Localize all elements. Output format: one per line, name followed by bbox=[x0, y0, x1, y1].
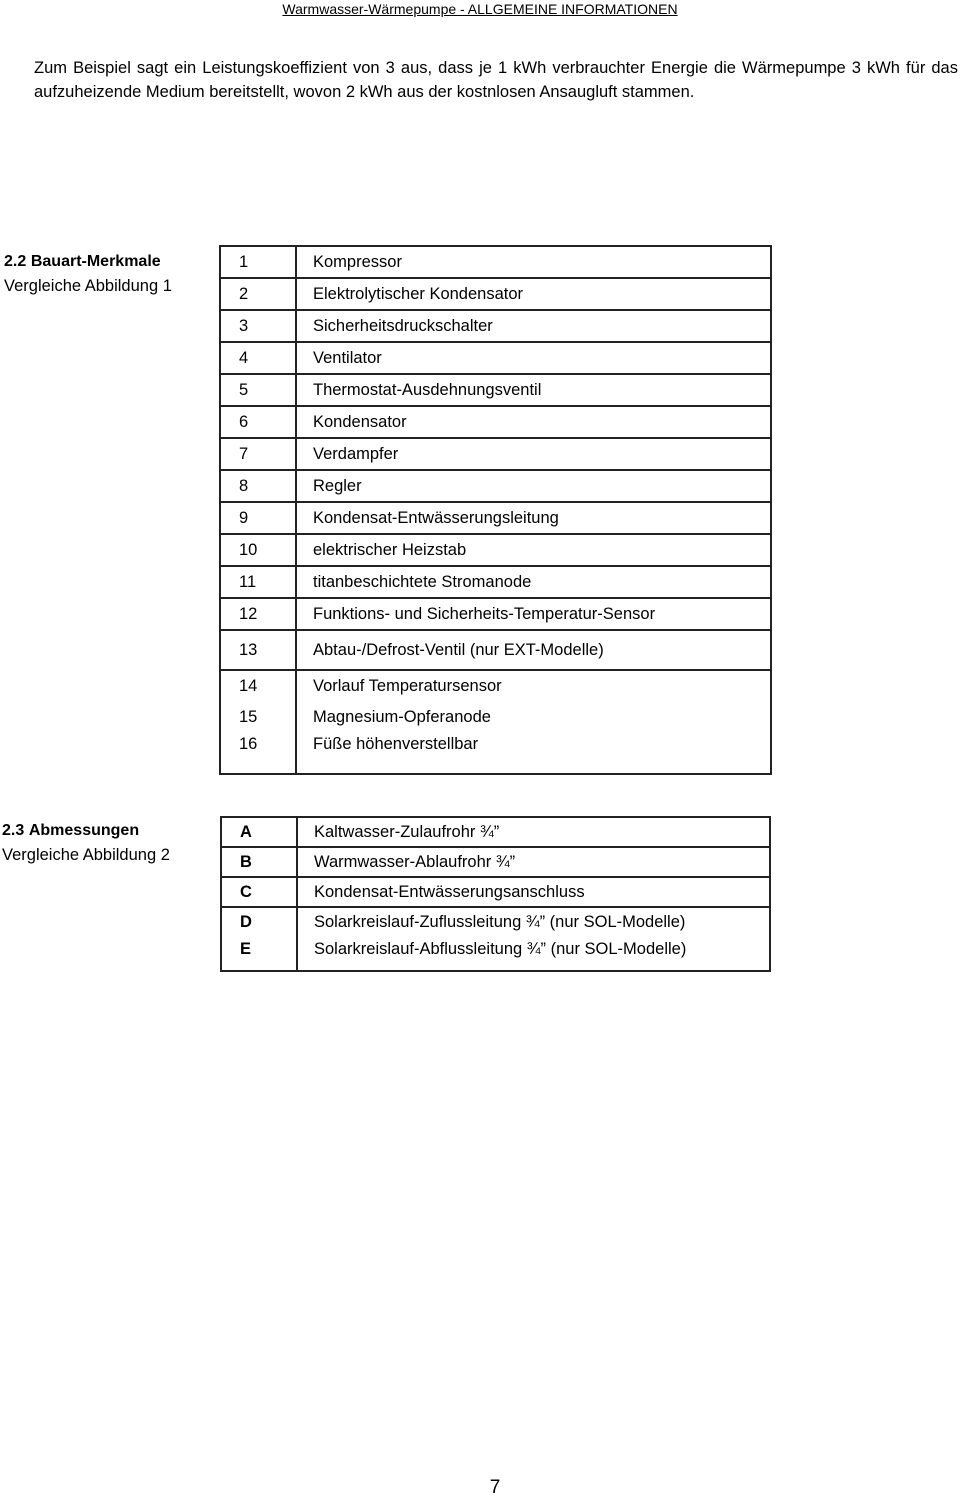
row-key: 1 bbox=[220, 246, 296, 278]
row-key: 13 bbox=[220, 630, 296, 670]
table-row bbox=[220, 702, 771, 732]
row-label: Solarkreislauf-Abflussleitung ¾” (nur SOL-Modelle) bbox=[297, 937, 770, 971]
row-label: elektrischer Heizstab bbox=[296, 534, 771, 566]
row-key: 2 bbox=[220, 278, 296, 310]
section-2-3-number: 2.3 bbox=[2, 822, 25, 839]
section-2-2-title: Bauart-Merkmale bbox=[30, 253, 161, 270]
row-label: Elektrolytischer Kondensator bbox=[296, 278, 771, 310]
row-key: E bbox=[221, 937, 297, 971]
table-row bbox=[221, 877, 770, 907]
section-2-3-title: Abmessungen bbox=[28, 822, 140, 839]
table-row bbox=[220, 732, 771, 774]
row-label: Kondensator bbox=[296, 406, 771, 438]
row-key: B bbox=[221, 847, 297, 877]
table-row bbox=[220, 502, 771, 534]
row-label: Kaltwasser-Zulaufrohr ¾” bbox=[297, 817, 770, 847]
row-label: Thermostat-Ausdehnungsventil bbox=[296, 374, 771, 406]
table-row bbox=[220, 310, 771, 342]
row-label: Füße höhenverstellbar bbox=[296, 732, 771, 774]
table-row bbox=[220, 438, 771, 470]
row-key: 16 bbox=[220, 732, 296, 774]
table-row bbox=[221, 937, 770, 971]
section-2-3-heading bbox=[2, 818, 170, 867]
table-row bbox=[220, 246, 771, 278]
section-2-2-number: 2.2 bbox=[4, 253, 27, 270]
page-number: 7 bbox=[489, 1477, 501, 1498]
component-legend-table bbox=[219, 245, 772, 775]
row-key: 9 bbox=[220, 502, 296, 534]
row-label: Kompressor bbox=[296, 246, 771, 278]
row-key: 10 bbox=[220, 534, 296, 566]
page-header-title: Warmwasser-Wärmepumpe - ALLGEMEINE INFORMATIONEN bbox=[282, 1, 678, 17]
section-2-2-reference: Vergleiche Abbildung 1 bbox=[4, 277, 172, 295]
row-key: 12 bbox=[220, 598, 296, 630]
intro-paragraph: Zum Beispiel sagt ein Leistungskoeffizient von 3 aus, dass je 1 kWh verbrauchter Energie die Wärmepumpe 3 kWh für das aufzuheizende Medium bereitstellt, wovon 2 kWh aus der kostnlosen Ansaugluft stammen. bbox=[34, 59, 958, 101]
table-row bbox=[221, 907, 770, 937]
section-2-2-heading bbox=[4, 249, 172, 298]
connection-legend-table bbox=[220, 816, 771, 972]
row-key: C bbox=[221, 877, 297, 907]
table-row bbox=[221, 847, 770, 877]
page-header bbox=[0, 0, 960, 18]
table-row bbox=[220, 406, 771, 438]
row-key: 15 bbox=[220, 702, 296, 732]
row-label: Regler bbox=[296, 470, 771, 502]
table-row bbox=[220, 566, 771, 598]
row-key: 14 bbox=[220, 670, 296, 702]
table-row bbox=[221, 817, 770, 847]
table-row bbox=[220, 534, 771, 566]
row-label: Sicherheitsdruckschalter bbox=[296, 310, 771, 342]
table-row bbox=[220, 598, 771, 630]
row-key: 11 bbox=[220, 566, 296, 598]
row-key: 6 bbox=[220, 406, 296, 438]
row-key: 5 bbox=[220, 374, 296, 406]
row-label: Verdampfer bbox=[296, 438, 771, 470]
row-key: 7 bbox=[220, 438, 296, 470]
section-2-3-reference: Vergleiche Abbildung 2 bbox=[2, 846, 170, 864]
row-key: 8 bbox=[220, 470, 296, 502]
row-label: Abtau-/Defrost-Ventil (nur EXT-Modelle) bbox=[296, 630, 771, 670]
table-row bbox=[220, 470, 771, 502]
table-row bbox=[220, 342, 771, 374]
row-label: titanbeschichtete Stromanode bbox=[296, 566, 771, 598]
row-key: 4 bbox=[220, 342, 296, 374]
table-row bbox=[220, 374, 771, 406]
row-label: Funktions- und Sicherheits-Temperatur-Sensor bbox=[296, 598, 771, 630]
row-label: Kondensat-Entwässerungsanschluss bbox=[297, 877, 770, 907]
row-label: Warmwasser-Ablaufrohr ¾” bbox=[297, 847, 770, 877]
row-label: Ventilator bbox=[296, 342, 771, 374]
row-label: Magnesium-Opferanode bbox=[296, 702, 771, 732]
row-key: 3 bbox=[220, 310, 296, 342]
row-key: D bbox=[221, 907, 297, 937]
row-key: A bbox=[221, 817, 297, 847]
table-row bbox=[220, 670, 771, 702]
row-label: Vorlauf Temperatursensor bbox=[296, 670, 771, 702]
row-label: Solarkreislauf-Zuflussleitung ¾” (nur SOL-Modelle) bbox=[297, 907, 770, 937]
table-row bbox=[220, 630, 771, 670]
row-label: Kondensat-Entwässerungsleitung bbox=[296, 502, 771, 534]
table-row bbox=[220, 278, 771, 310]
